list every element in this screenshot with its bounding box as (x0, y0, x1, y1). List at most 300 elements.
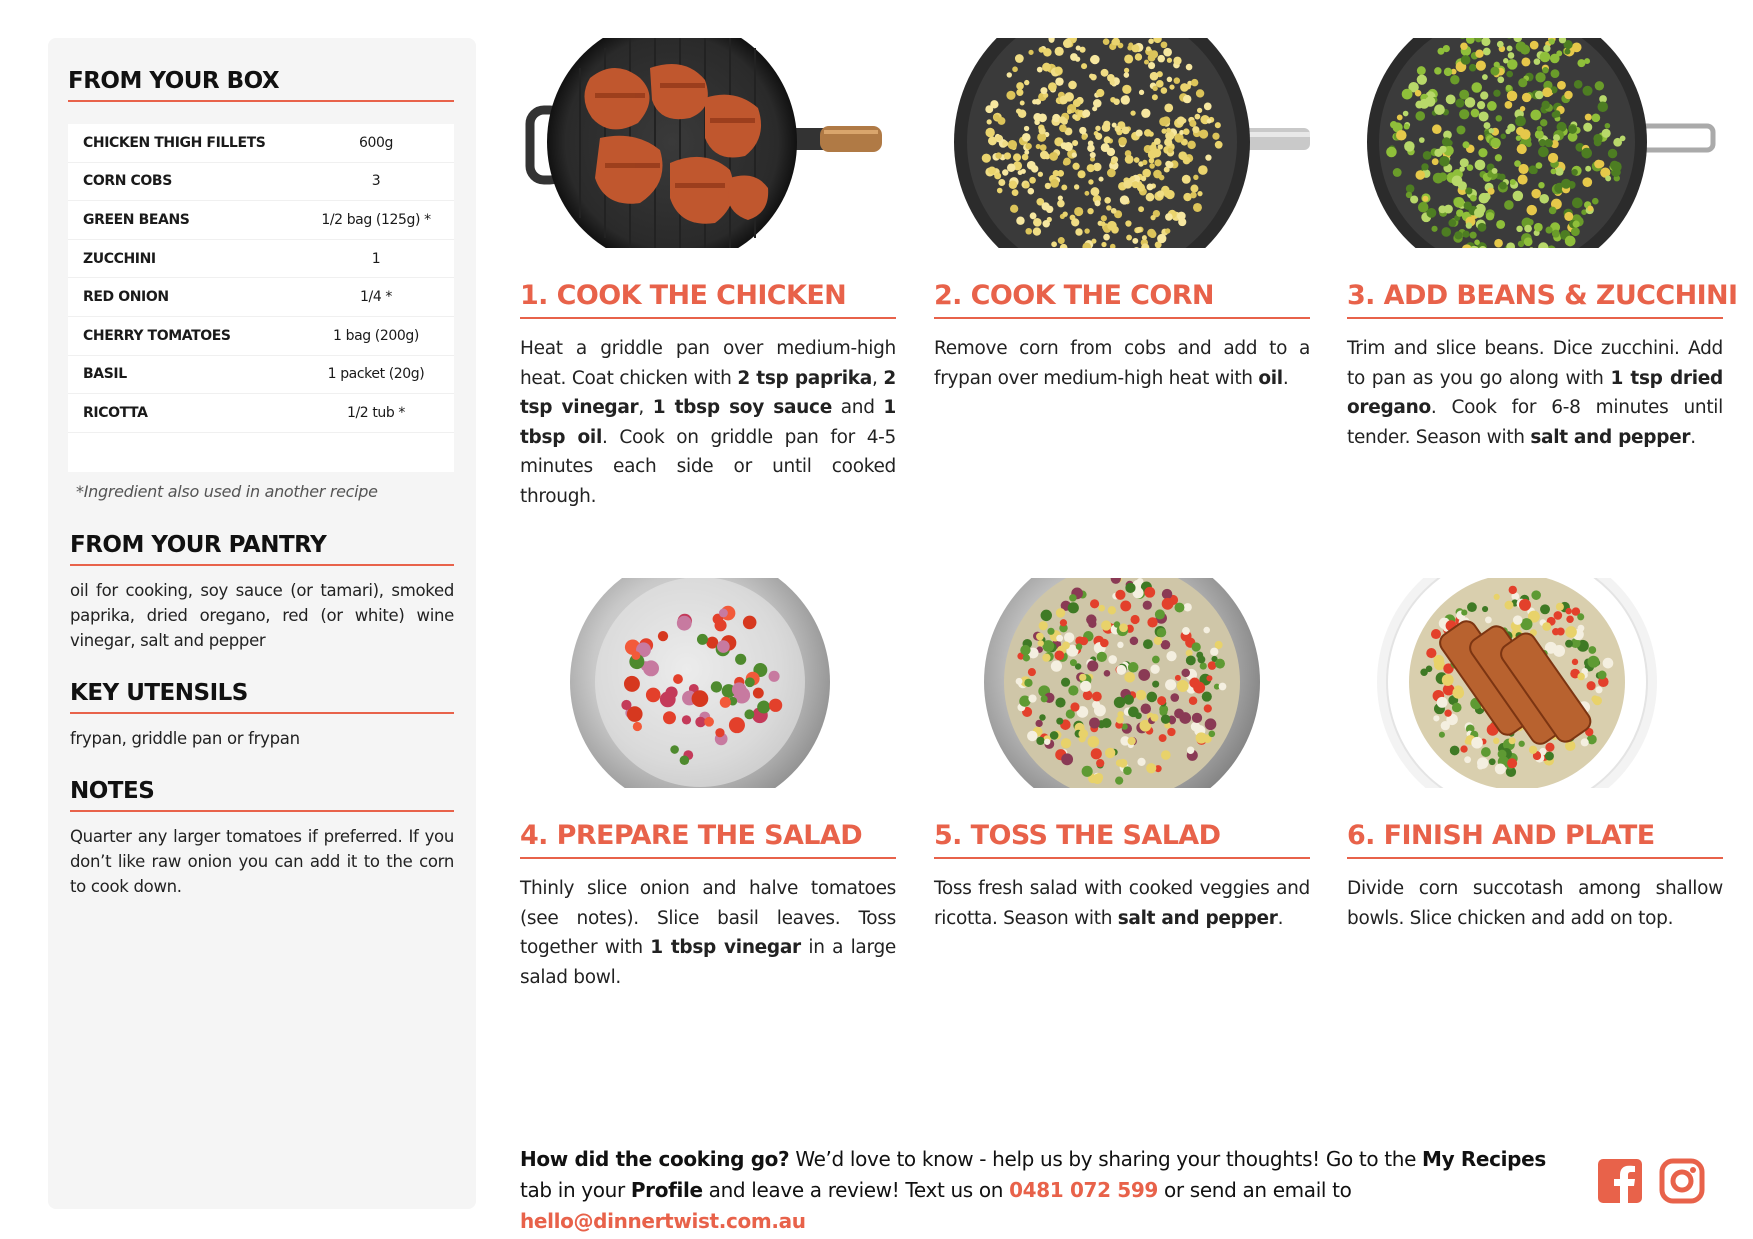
food-piece (1183, 157, 1191, 165)
food-piece (1118, 137, 1127, 146)
food-piece (732, 682, 747, 697)
food-piece (1037, 67, 1043, 73)
food-piece (1090, 187, 1099, 196)
food-piece (1024, 679, 1032, 687)
food-piece (1102, 718, 1112, 728)
food-piece (1613, 138, 1622, 147)
food-piece (1040, 144, 1047, 151)
food-piece (1154, 636, 1163, 645)
food-piece (1061, 118, 1068, 125)
food-piece (1028, 668, 1036, 676)
food-piece (982, 154, 991, 163)
food-piece (1497, 41, 1504, 48)
food-piece (1540, 119, 1547, 126)
food-piece (711, 681, 722, 692)
food-piece (677, 616, 692, 631)
food-piece (1482, 74, 1488, 80)
food-piece (1588, 646, 1596, 654)
food-piece (1197, 656, 1205, 664)
food-piece (1113, 98, 1119, 104)
food-piece (1565, 236, 1576, 247)
food-piece (1175, 675, 1181, 681)
food-piece (1189, 678, 1200, 689)
food-piece (1459, 109, 1469, 119)
ingredient-name: CORN COBS (83, 173, 172, 190)
food-piece (1192, 713, 1202, 723)
food-piece (1582, 177, 1592, 187)
food-piece (1062, 211, 1067, 216)
food-piece (1166, 128, 1171, 133)
food-piece (1515, 116, 1526, 127)
food-piece (1002, 141, 1008, 147)
step-4-text (520, 874, 896, 992)
food-piece (1441, 227, 1451, 237)
food-piece (1099, 177, 1104, 182)
food-piece (1055, 77, 1063, 85)
food-piece (1415, 170, 1425, 180)
food-piece (1128, 662, 1139, 673)
step-6-title: 6. FINISH AND PLATE (1347, 820, 1723, 859)
food-piece (1574, 80, 1583, 89)
food-piece (1010, 205, 1018, 213)
food-piece (1111, 156, 1118, 163)
food-piece (1205, 154, 1211, 160)
step-3-title: 3. ADD BEANS & ZUCCHINI (1347, 280, 1723, 319)
text-segment: Toss fresh salad with cooked veggies and ricotta. Season with (934, 878, 1310, 929)
ingredient-row (68, 356, 454, 395)
food-piece (1117, 642, 1123, 648)
food-piece (1128, 737, 1136, 745)
facebook-icon[interactable] (1597, 1158, 1643, 1204)
food-piece (1015, 54, 1024, 63)
food-piece (996, 135, 1002, 141)
food-piece (1538, 182, 1544, 188)
food-piece (1012, 66, 1018, 72)
step-5-text (934, 874, 1310, 933)
food-piece (1564, 91, 1572, 99)
food-piece (1535, 72, 1545, 82)
food-piece (1087, 208, 1093, 214)
food-piece (1080, 681, 1091, 692)
ingredient-quantity: 1/2 bag (125g) * (321, 211, 431, 228)
food-piece (1415, 111, 1425, 121)
food-piece (1490, 67, 1499, 76)
food-piece (1128, 707, 1139, 718)
food-piece (1060, 619, 1067, 626)
food-piece (1159, 734, 1167, 742)
food-piece (1091, 239, 1096, 244)
food-piece (1136, 690, 1146, 700)
food-piece (1082, 766, 1093, 777)
food-piece (1204, 704, 1212, 712)
food-piece (1074, 184, 1079, 189)
food-piece (1169, 84, 1174, 89)
food-piece (1088, 620, 1096, 628)
food-piece (1431, 226, 1437, 232)
food-piece (1507, 758, 1517, 768)
food-piece (1438, 205, 1446, 213)
food-piece (1200, 662, 1207, 669)
food-piece (1215, 641, 1223, 649)
food-piece (1177, 116, 1186, 125)
food-piece (1138, 669, 1150, 681)
food-piece (1124, 694, 1134, 704)
food-piece (1056, 635, 1063, 642)
food-piece (1068, 81, 1077, 90)
food-piece (1146, 46, 1151, 51)
food-piece (1426, 208, 1436, 218)
pantry-text: oil for cooking, soy sauce (or tamari), smoked paprika, dried oregano, red (or white) wine vinegar, salt and pepper (70, 581, 454, 650)
food-piece (1105, 748, 1115, 758)
food-piece (1124, 54, 1133, 63)
food-piece (1018, 109, 1026, 117)
food-piece (1074, 207, 1083, 216)
step-1-title: 1. COOK THE CHICKEN (520, 280, 896, 319)
food-piece (1396, 130, 1407, 141)
food-piece (1070, 659, 1077, 666)
food-piece (1448, 219, 1456, 227)
food-piece (1557, 628, 1565, 636)
food-piece (1055, 697, 1065, 707)
food-piece (1518, 78, 1527, 87)
food-piece (1478, 223, 1487, 232)
food-piece (1504, 200, 1514, 210)
food-piece (1406, 184, 1415, 193)
food-piece (1039, 127, 1046, 134)
food-piece (1212, 133, 1219, 140)
food-piece (1452, 687, 1464, 699)
food-piece (1022, 133, 1031, 142)
food-piece (1520, 106, 1525, 111)
food-piece (1566, 615, 1573, 622)
food-piece (1134, 157, 1140, 163)
step-2 (934, 38, 1310, 389)
food-piece (1571, 169, 1577, 175)
ingredient-footnote: *Ingredient also used in another recipe (76, 482, 378, 501)
food-piece (1197, 108, 1202, 113)
food-piece (1108, 606, 1116, 614)
food-piece (1603, 658, 1614, 669)
food-piece (1478, 135, 1484, 141)
ingredient-quantity: 600g (358, 134, 393, 151)
food-piece (1545, 226, 1552, 233)
food-piece (1144, 60, 1149, 65)
food-piece (1121, 95, 1130, 104)
food-piece (1425, 96, 1435, 106)
food-piece (1035, 720, 1042, 727)
food-piece (1047, 628, 1054, 635)
food-piece (1162, 589, 1173, 600)
food-piece (1148, 54, 1156, 62)
food-piece (1061, 738, 1071, 748)
food-piece (1042, 220, 1049, 227)
food-piece (1204, 102, 1212, 110)
food-piece (1539, 194, 1549, 204)
food-piece (1070, 702, 1079, 711)
food-piece (1094, 704, 1106, 716)
ingredient-name: CHICKEN THIGH FILLETS (83, 134, 266, 151)
food-piece (1051, 241, 1057, 247)
food-piece (1507, 45, 1513, 51)
food-piece (1513, 191, 1524, 202)
food-piece (1503, 58, 1508, 63)
food-piece (1115, 126, 1121, 132)
food-piece (1002, 169, 1008, 175)
step-6-text (1347, 874, 1723, 933)
food-piece (1024, 182, 1030, 188)
text-segment: . (1282, 367, 1289, 389)
food-piece (1461, 609, 1467, 615)
food-piece (1592, 113, 1601, 122)
food-piece (1545, 743, 1554, 752)
food-piece (1439, 732, 1445, 738)
food-piece (1029, 177, 1036, 184)
food-piece (1135, 53, 1142, 60)
step-5 (934, 578, 1310, 929)
food-piece (1519, 164, 1529, 174)
food-piece (1556, 50, 1562, 56)
food-piece (1506, 71, 1513, 78)
food-piece (1101, 242, 1106, 247)
food-piece (1147, 617, 1157, 627)
food-piece (1480, 91, 1488, 99)
food-piece (1404, 124, 1410, 130)
food-piece (1526, 141, 1532, 147)
food-piece (1141, 176, 1146, 181)
food-piece (1506, 85, 1512, 91)
food-piece (1147, 184, 1154, 191)
ingredient-row (68, 124, 454, 163)
food-piece (1110, 80, 1115, 85)
food-piece (1174, 603, 1184, 613)
food-piece (1419, 137, 1425, 143)
food-piece (1421, 163, 1428, 170)
food-piece (1147, 692, 1158, 703)
food-piece (1183, 128, 1190, 135)
food-piece (1032, 99, 1037, 104)
food-piece (1033, 227, 1041, 235)
food-piece (1061, 184, 1067, 190)
food-piece (1182, 175, 1191, 184)
food-piece (1573, 221, 1580, 228)
step-2-text (934, 334, 1310, 393)
food-piece (1016, 89, 1023, 96)
ingredient-row (68, 201, 454, 240)
food-piece (697, 634, 708, 645)
food-piece (1210, 648, 1218, 656)
food-piece (753, 688, 764, 699)
food-piece (1132, 181, 1139, 188)
food-piece (1386, 147, 1397, 158)
food-piece (1178, 218, 1186, 226)
food-piece (1119, 623, 1128, 632)
food-piece (1581, 738, 1589, 746)
food-piece (988, 166, 996, 174)
food-piece (1116, 759, 1123, 766)
instagram-icon[interactable] (1659, 1158, 1705, 1204)
food-piece (1189, 120, 1196, 127)
food-piece (1150, 215, 1155, 220)
food-piece (1043, 48, 1052, 57)
food-piece (1062, 641, 1070, 649)
food-piece (1068, 602, 1079, 613)
food-piece (1051, 661, 1062, 672)
food-piece (1595, 686, 1602, 693)
food-piece (1432, 158, 1439, 165)
food-piece (1191, 79, 1198, 86)
food-piece (1497, 76, 1504, 83)
food-piece (1146, 763, 1156, 773)
food-piece (1478, 148, 1487, 157)
food-piece (1167, 77, 1172, 82)
food-piece (1540, 52, 1551, 63)
food-piece (1471, 737, 1483, 749)
food-piece (1605, 123, 1611, 129)
food-piece (1183, 603, 1191, 611)
food-piece (1122, 126, 1130, 134)
food-piece (1167, 728, 1175, 736)
step-1-text (520, 334, 896, 511)
food-piece (1149, 144, 1156, 151)
food-piece (1016, 217, 1024, 225)
food-piece (1096, 89, 1104, 97)
food-piece (1459, 90, 1469, 100)
food-piece (1025, 143, 1032, 150)
food-piece (1050, 731, 1059, 740)
food-piece (1023, 654, 1030, 661)
food-piece (1518, 174, 1528, 184)
food-piece (1572, 198, 1583, 209)
food-piece (1516, 226, 1522, 232)
step-3-text (1347, 334, 1723, 452)
food-piece (1591, 695, 1598, 702)
food-piece (1531, 590, 1541, 600)
food-piece (1540, 604, 1550, 614)
food-piece (990, 100, 998, 108)
food-piece (1151, 714, 1159, 722)
text-segment: Divide corn succotash among shallow bowls. Slice chicken and add on top. (1347, 878, 1723, 929)
food-piece (715, 728, 724, 737)
food-piece (998, 179, 1005, 186)
food-piece (1404, 141, 1414, 151)
food-piece (1489, 128, 1494, 133)
food-piece (1078, 729, 1088, 739)
food-piece (1147, 229, 1155, 237)
food-piece (1474, 240, 1480, 246)
food-piece (1466, 222, 1473, 229)
food-piece (1454, 197, 1465, 208)
food-piece (1022, 154, 1029, 161)
food-piece (1484, 122, 1491, 129)
food-piece (1044, 739, 1050, 745)
food-piece (1042, 63, 1051, 72)
food-piece (1042, 202, 1050, 210)
food-piece (1202, 692, 1212, 702)
food-piece (1164, 103, 1173, 112)
food-piece (1088, 736, 1100, 748)
food-piece (1157, 234, 1166, 243)
food-piece (1038, 640, 1044, 646)
food-piece (1420, 668, 1427, 675)
food-piece (1565, 640, 1573, 648)
step-6 (1347, 578, 1723, 929)
text-segment: . Cook on griddle pan for 4-5 minutes each side or until cooked through. (520, 426, 897, 507)
food-piece (1587, 681, 1596, 690)
sidebar-panel (48, 38, 476, 1209)
food-piece (1033, 218, 1042, 227)
food-piece (1548, 153, 1558, 163)
food-piece (1443, 45, 1450, 52)
food-piece (1087, 660, 1098, 671)
food-piece (1552, 230, 1560, 238)
food-piece (1549, 38, 1555, 44)
food-piece (1195, 114, 1201, 120)
food-piece (1587, 205, 1593, 211)
food-piece (1116, 665, 1126, 675)
food-piece (1543, 45, 1550, 52)
food-piece (1513, 615, 1523, 625)
food-piece (1146, 193, 1155, 202)
food-piece (1161, 87, 1168, 94)
food-piece (1542, 87, 1552, 97)
ingredient-quantity: 1 packet (20g) (327, 366, 425, 383)
food-piece (1524, 237, 1533, 246)
food-piece (1095, 126, 1100, 131)
food-piece (1610, 161, 1619, 170)
food-piece (1111, 208, 1117, 214)
food-piece (1165, 161, 1171, 167)
food-piece (1434, 104, 1445, 115)
food-piece (1161, 714, 1170, 723)
food-piece (1417, 75, 1427, 85)
food-piece (1161, 750, 1171, 760)
food-piece (1167, 58, 1172, 63)
food-piece (1072, 163, 1079, 170)
food-piece (1542, 67, 1548, 73)
food-piece (1519, 599, 1531, 611)
food-piece (680, 755, 689, 764)
food-piece (1437, 697, 1448, 708)
food-piece (1048, 82, 1057, 91)
food-piece (1004, 152, 1011, 159)
ingredient-name: ZUCCHINI (83, 250, 156, 267)
food-piece (1519, 741, 1525, 747)
text-segment: . (1690, 426, 1696, 448)
food-piece (1101, 215, 1107, 221)
food-piece (692, 690, 709, 707)
food-piece (1186, 650, 1193, 657)
food-piece (1516, 41, 1526, 51)
utensils-text: frypan, griddle pan or frypan (70, 729, 300, 748)
food-piece (1056, 608, 1066, 618)
ingredients-table (68, 124, 454, 472)
food-piece (1027, 161, 1036, 170)
food-piece (1542, 622, 1551, 631)
food-piece (1162, 598, 1174, 610)
food-piece (633, 722, 642, 731)
food-piece (624, 676, 640, 692)
food-piece (1182, 627, 1190, 635)
food-piece (1568, 125, 1577, 134)
food-piece (1130, 110, 1135, 115)
food-piece (1499, 182, 1507, 190)
food-piece (1487, 172, 1493, 178)
text-segment: in a large salad bowl. (520, 937, 896, 988)
step-5-title: 5. TOSS THE SALAD (934, 820, 1310, 859)
food-piece (1136, 130, 1143, 137)
food-piece (1142, 160, 1147, 165)
food-piece (1088, 140, 1094, 146)
